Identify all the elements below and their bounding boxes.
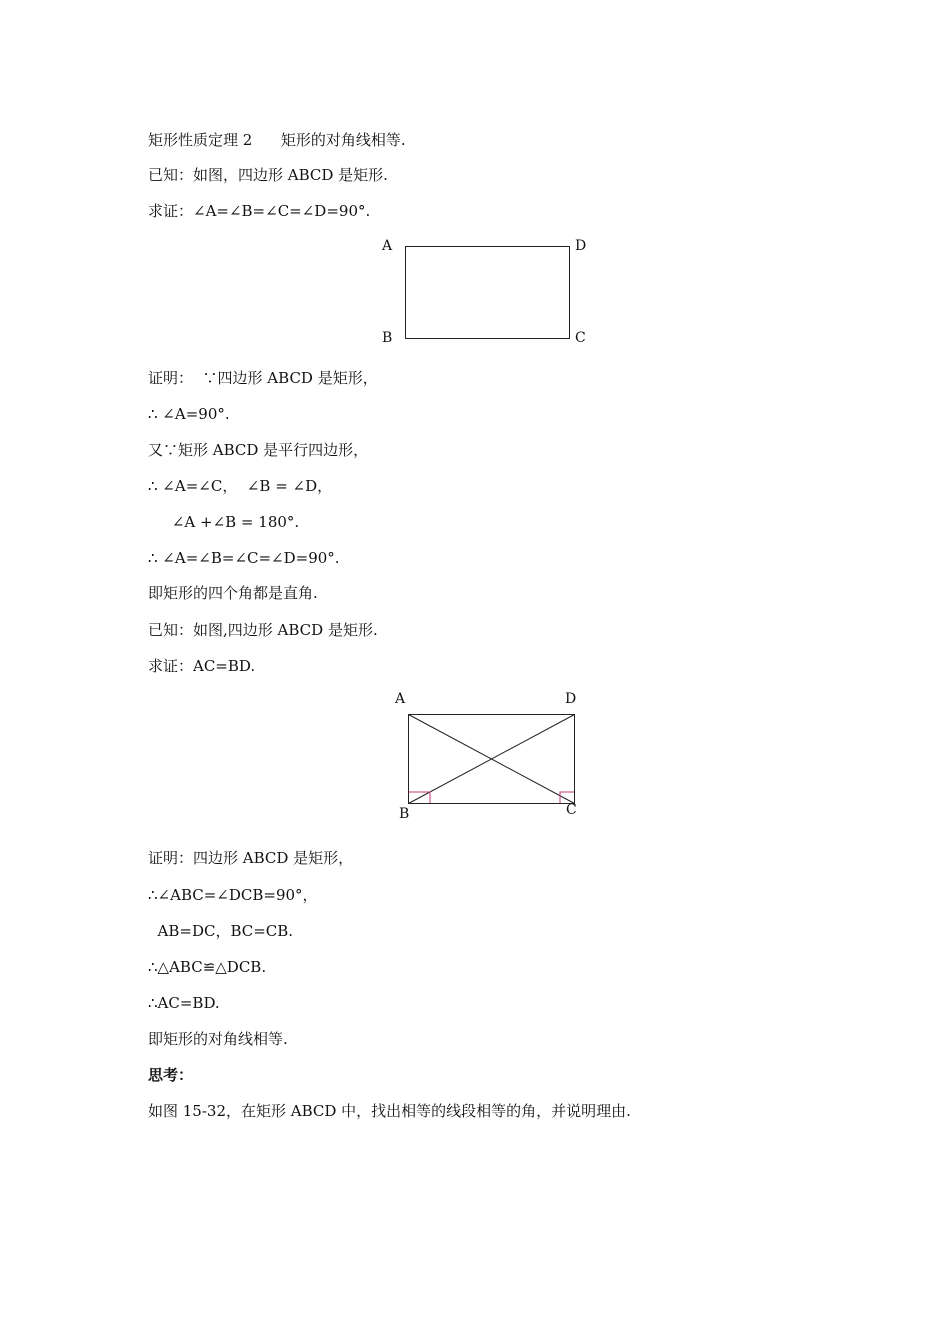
proof2-line-4: ∴△ABC≌△DCB.: [148, 958, 267, 976]
fig2-label-c: C: [566, 802, 577, 818]
proof-line-4: ∴ ∠A=∠C， ∠B = ∠D，: [148, 477, 333, 495]
fig2-label-a: A: [395, 691, 406, 707]
conclusion-line-1: 即矩形的四个角都是直角.: [148, 584, 318, 602]
given-line-1: 已知：如图，四边形 ABCD 是矩形.: [148, 166, 388, 184]
fig2-label-d: D: [565, 691, 577, 707]
proof-line-1: 证明： ∵四边形 ABCD 是矩形，: [148, 369, 378, 387]
proof2-line-1: 证明：四边形 ABCD 是矩形，: [148, 849, 354, 867]
prove-line-1: 求证：∠A=∠B=∠C=∠D=90°.: [148, 202, 371, 220]
proof2-line-2: ∴∠ABC=∠DCB=90°，: [148, 886, 318, 904]
fig1-label-b: B: [382, 330, 393, 346]
proof-line-5: ∠A +∠B = 180°.: [148, 513, 300, 531]
proof-line-6: ∴ ∠A=∠B=∠C=∠D=90°.: [148, 549, 340, 567]
proof-line-2: ∴ ∠A=90°.: [148, 405, 230, 423]
proof2-line-3: AB=DC，BC=CB.: [148, 922, 294, 940]
fig2-label-b: B: [399, 806, 410, 822]
proof-line-3: 又∵矩形 ABCD 是平行四边形，: [148, 441, 369, 459]
fig1-label-d: D: [575, 238, 587, 254]
given-line-2: 已知：如图,四边形 ABCD 是矩形.: [148, 621, 378, 639]
theorem-title: 矩形性质定理 2 矩形的对角线相等.: [148, 131, 406, 149]
conclusion-line-2: 即矩形的对角线相等.: [148, 1030, 288, 1048]
proof2-line-5: ∴AC=BD.: [148, 994, 220, 1012]
think-question: 如图 15-32，在矩形 ABCD 中，找出相等的线段相等的角，并说明理由.: [148, 1102, 631, 1120]
think-heading: 思考：: [148, 1066, 194, 1084]
fig1-label-a: A: [382, 238, 393, 254]
prove-line-2: 求证：AC=BD.: [148, 657, 256, 675]
fig1-label-c: C: [575, 330, 586, 346]
